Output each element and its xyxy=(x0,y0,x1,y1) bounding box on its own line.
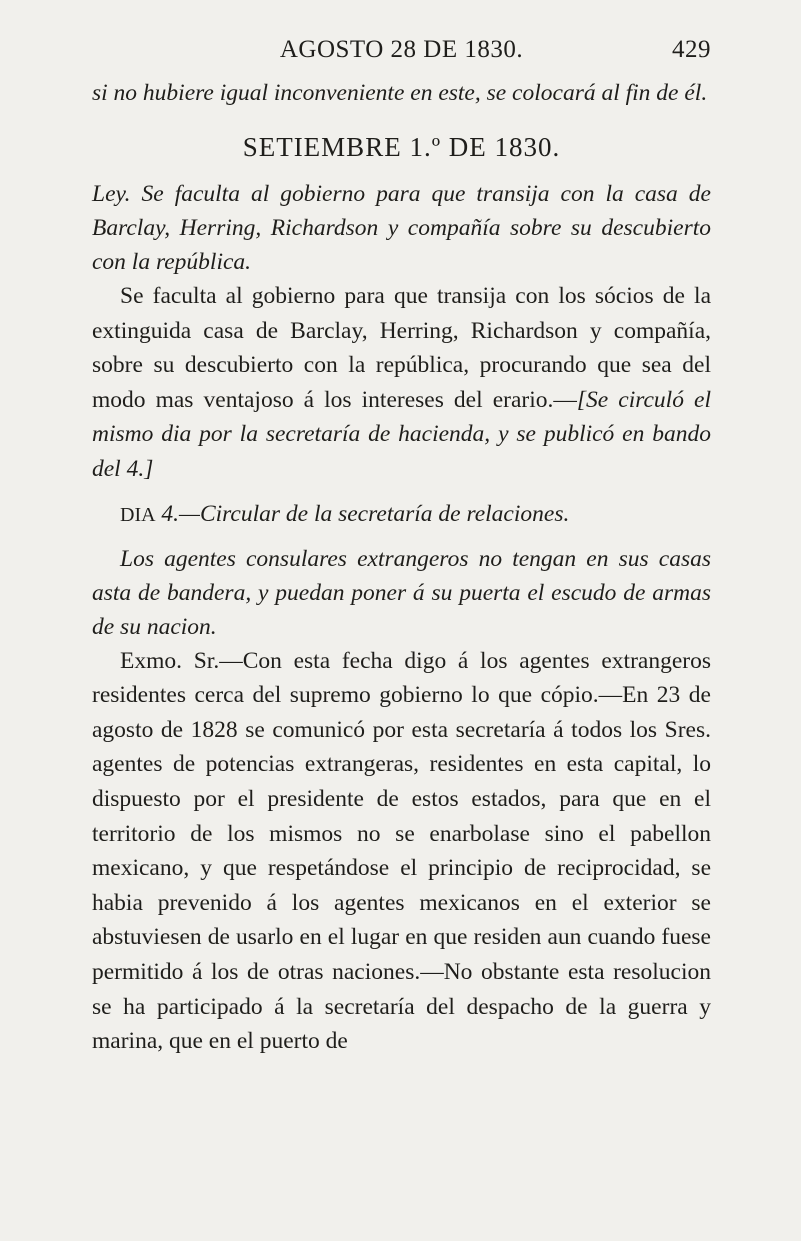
circular-body: Exmo. Sr.—Con esta fecha digo á los agentes extrangeros residentes cerca del supremo gobierno lo que cópio.—En 23 de agosto de 1828 se comunicó por esta secretaría á todos los Sres. agentes de potencias extrangeras, residentes en esta capital, lo dispuesto por el presidente de estos estados, para que en el territorio de los mismos no se enarbolase sino el pabellon mexicano, y que respetándose el principio de reciprocidad, se habia prevenido á los agentes mexicanos en el exterior se abstuviesen de usarlo en el lugar en que residen aun cuando fuese permitido á los de otras naciones.—No obstante esta resolucion se ha participado á la secretaría del despacho de la guerra y marina, que en el puerto de xyxy=(92,647,711,1055)
circular-title xyxy=(92,497,711,532)
law-body-text: Se faculta al gobierno para que transija con los sócios de la extinguida casa de Barclay, Herring, Richardson y compañía, sobre su descubierto con la república, procurando que sea del modo mas ventajoso á los intereses del erario.— xyxy=(92,283,711,413)
carryover-text: si no hubiere igual inconveniente en este, se colocará al fin de él. xyxy=(92,80,708,106)
running-head xyxy=(92,36,711,76)
law-summary-text: Se faculta al gobierno para que transija con la casa de Barclay, Herring, Richardson y compañía sobre su descubierto con la república. xyxy=(92,181,711,275)
day-label: DIA xyxy=(120,503,156,526)
law-note: [Se circuló el mismo dia por la secretaría de hacienda, y se publicó en bando del 4.] xyxy=(92,386,711,482)
page-number: 429 xyxy=(672,36,711,63)
law-body xyxy=(92,279,711,487)
law-summary xyxy=(92,177,711,279)
circular-summary: Los agentes consulares extrangeros no tengan en sus casas asta de bandera, y puedan poner á su puerta el escudo de armas de su nacion. xyxy=(92,545,711,640)
circular-title-text: 4.—Circular de la secretaría de relaciones. xyxy=(161,500,570,527)
section-heading: SETIEMBRE 1.º DE 1830. xyxy=(242,132,561,162)
law-label: Ley. xyxy=(92,181,131,207)
running-head-title: AGOSTO 28 DE 1830. xyxy=(279,36,524,63)
